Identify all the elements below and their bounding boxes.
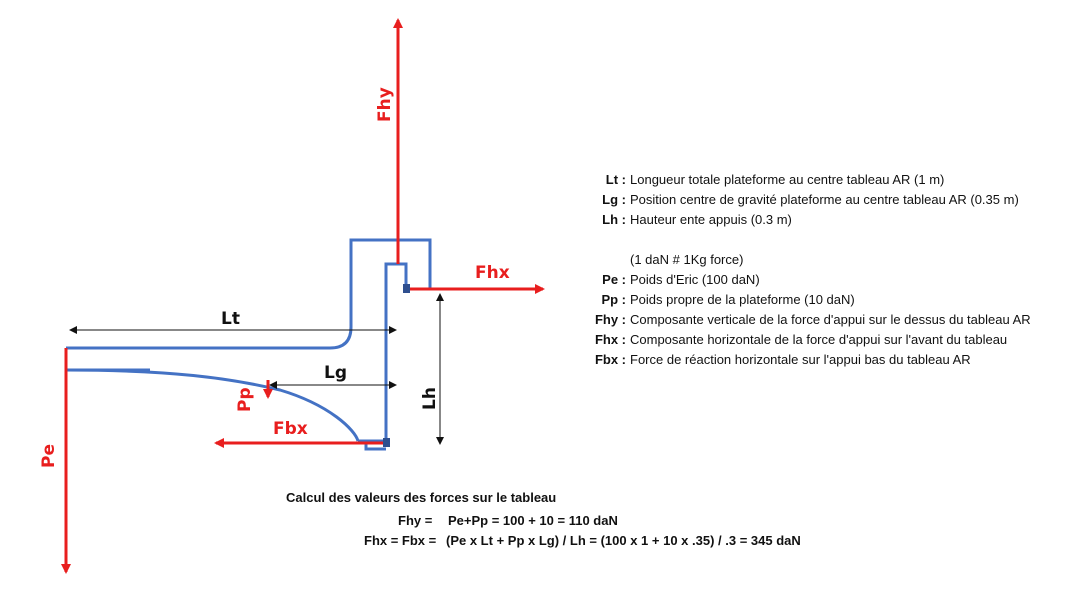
legend-row-lt — [588, 170, 1031, 190]
label-fbx: Fbx — [273, 419, 308, 439]
legend-row-lg — [588, 190, 1031, 210]
legend-key: Pe : — [602, 272, 626, 287]
legend-key: Lt : — [605, 172, 626, 187]
legend-row-unit-note — [588, 250, 1031, 270]
label-fhy: Fhy — [375, 87, 395, 122]
legend-text: Poids d'Eric (100 daN) — [630, 272, 760, 287]
label-lt: Lt — [221, 309, 240, 329]
label-pp: Pp — [235, 387, 255, 412]
legend-key — [588, 250, 626, 270]
legend-row-pp — [588, 290, 1031, 310]
legend-row-fhy — [588, 310, 1031, 330]
legend-text: (1 daN # 1Kg force) — [630, 252, 744, 267]
label-lg: Lg — [324, 363, 348, 383]
legend-text: Position centre de gravité plateforme au centre tableau AR (0.35 m) — [630, 192, 1019, 207]
label-pe: Pe — [39, 444, 59, 468]
legend-key: Pp : — [601, 292, 626, 307]
legend-text: Composante horizontale de la force d'appui sur l'avant du tableau — [630, 332, 1008, 347]
legend-text: Hauteur ente appuis (0.3 m) — [630, 212, 792, 227]
legend-text: Composante verticale de la force d'appui sur le dessus du tableau AR — [630, 312, 1031, 327]
lower-support-block — [383, 438, 390, 447]
legend — [588, 170, 1031, 370]
legend-text: Longueur totale plateforme au centre tableau AR (1 m) — [630, 172, 945, 187]
calc-eq2-right: (Pe x Lt + Pp x Lg) / Lh = (100 x 1 + 10 x .35) / .3 = 345 daN — [446, 533, 801, 548]
legend-key: Fhx : — [594, 332, 626, 347]
legend-key: Fhy : — [594, 312, 626, 327]
legend-row-pe — [588, 270, 1031, 290]
legend-row-fhx — [588, 330, 1031, 350]
legend-spacer — [588, 230, 1031, 250]
calc-eq1-left: Fhy = — [398, 513, 433, 528]
legend-text: Force de réaction horizontale sur l'appui bas du tableau AR — [630, 352, 971, 367]
legend-text: Poids propre de la plateforme (10 daN) — [630, 292, 855, 307]
calc-eq2-left: Fhx = Fbx = — [364, 533, 437, 548]
legend-row-fbx — [588, 350, 1031, 370]
label-fhx: Fhx — [475, 263, 510, 283]
platform-structure — [66, 240, 430, 449]
legend-key: Lh : — [602, 212, 626, 227]
upper-support-block — [403, 284, 410, 293]
legend-row-lh — [588, 210, 1031, 230]
calc-eq1-right: Pe+Pp = 100 + 10 = 110 daN — [448, 513, 618, 528]
transom — [358, 264, 430, 441]
label-lh: Lh — [420, 387, 440, 410]
legend-key: Fbx : — [594, 352, 626, 367]
platform-curve — [66, 370, 358, 441]
calc-title: Calcul des valeurs des forces sur le tableau — [286, 490, 557, 505]
legend-key: Lg : — [602, 192, 626, 207]
platform-top-edge — [66, 240, 430, 348]
